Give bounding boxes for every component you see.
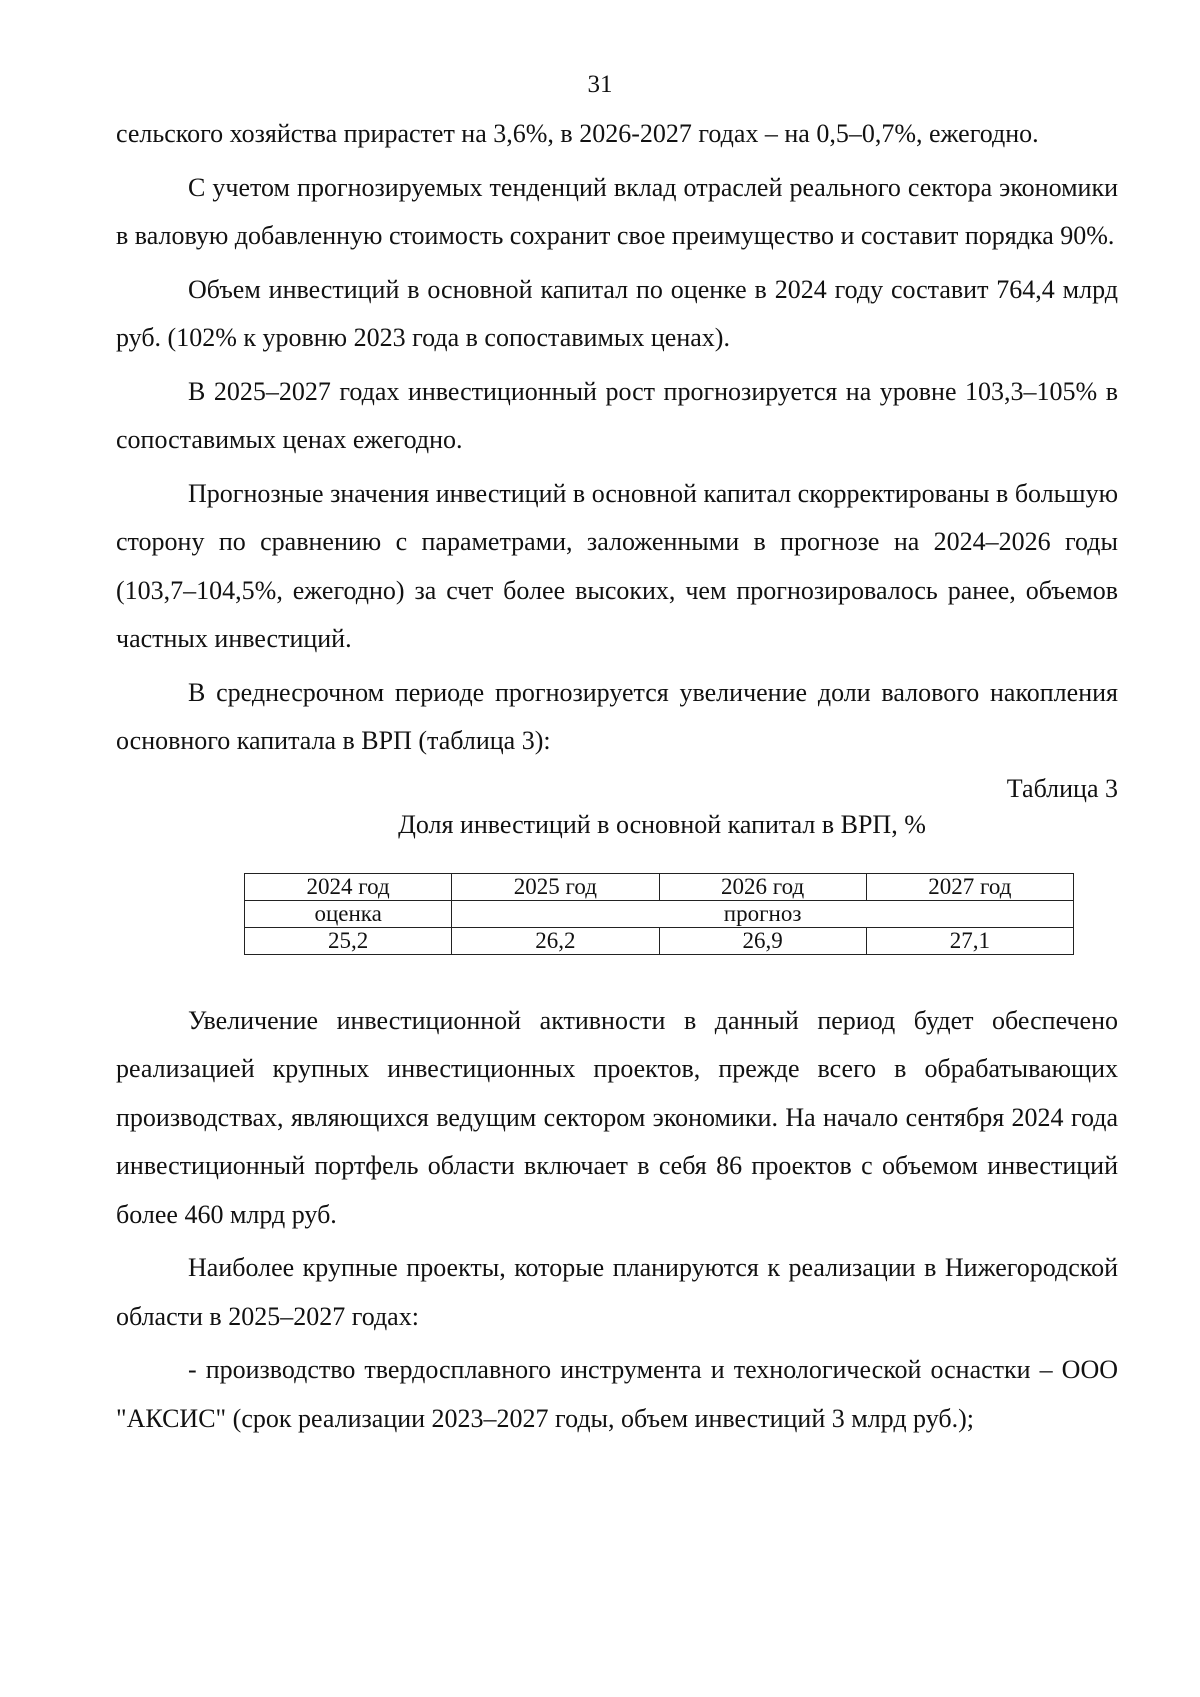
table-title: Доля инвестиций в основной капитал в ВРП, % [398, 809, 926, 839]
paragraph: В среднесрочном периоде прогнозируется увеличение доли валового накопления основного капитала в ВРП (таблица 3): [116, 677, 1118, 755]
investment-share-table [244, 873, 1074, 955]
paragraph: Увеличение инвестиционной активности в данный период будет обеспечено реализацией крупных инвестиционных проектов, прежде всего в обрабатывающих производствах, являющихся ведущим сектором экономики. На начало сентября 2024 года инвестиционный портфель области включает в себя 86 проектов с объемом инвестиций более 460 млрд руб. [116, 1005, 1118, 1229]
table-header-cell: 2025 год [452, 873, 659, 900]
paragraph: сельского хозяйства прирастет на 3,6%, в 2026-2027 годах – на 0,5–0,7%, ежегодно. [116, 119, 1039, 148]
paragraph: Наиболее крупные проекты, которые планируются к реализации в Нижегородской области в 2025–2027 годах: [116, 1253, 1118, 1331]
table-value-cell: 25,2 [245, 927, 452, 954]
table-value-cell: 26,9 [659, 927, 866, 954]
table-header-cell: 2026 год [659, 873, 866, 900]
table-values-row [245, 927, 1074, 954]
page-number: 31 [587, 71, 613, 98]
table-value-cell: 26,2 [452, 927, 659, 954]
document-body [116, 110, 1118, 1448]
table-status-forecast: прогноз [452, 900, 1074, 927]
table-header-cell: 2027 год [866, 873, 1073, 900]
paragraph: Объем инвестиций в основной капитал по оценке в 2024 году составит 764,4 млрд руб. (102% к уровню 2023 года в сопоставимых ценах). [116, 274, 1118, 352]
table-value-cell: 27,1 [866, 927, 1073, 954]
table-header-row [245, 873, 1074, 900]
table-header-cell: 2024 год [245, 873, 452, 900]
table-status-estimate: оценка [245, 900, 452, 927]
paragraph: В 2025–2027 годах инвестиционный рост прогнозируется на уровне 103,3–105% в сопоставимых ценах ежегодно. [116, 376, 1118, 454]
paragraph: С учетом прогнозируемых тенденций вклад отраслей реального сектора экономики в валовую добавленную стоимость сохранит свое преимущество и составит порядка 90%. [116, 172, 1118, 250]
table-status-row [245, 900, 1074, 927]
paragraph: Прогнозные значения инвестиций в основной капитал скорректированы в большую сторону по сравнению с параметрами, заложенными в прогнозе на 2024–2026 годы (103,7–104,5%, ежегодно) за счет более высоких, чем прогнозировалось ранее, объемов частных инвестиций. [116, 478, 1118, 653]
table-label: Таблица 3 [1006, 773, 1118, 803]
paragraph: - производство твердосплавного инструмента и технологической оснастки – ООО "АКСИС" (срок реализации 2023–2027 годы, объем инвестиций 3 млрд руб.); [116, 1355, 1118, 1433]
